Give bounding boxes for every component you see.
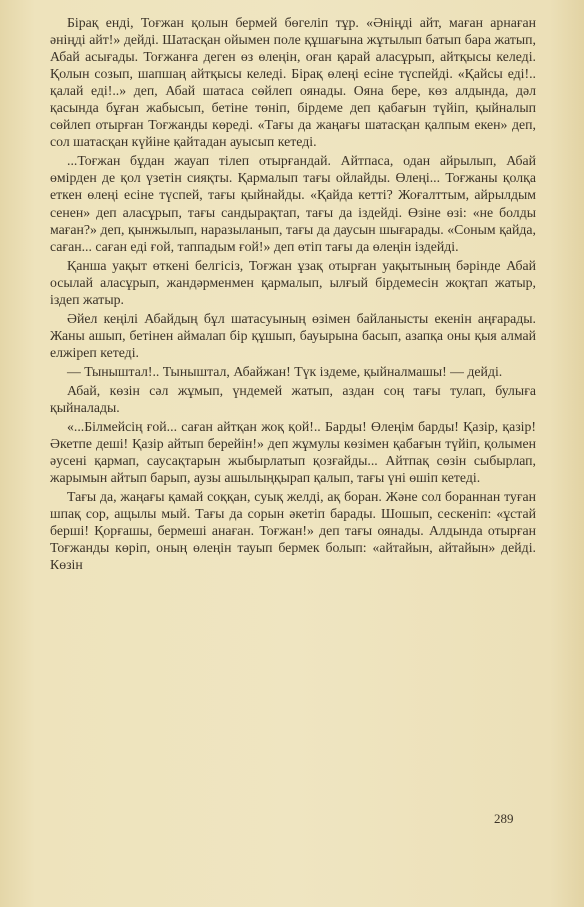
paragraph: Бірақ енді, Тоғжан қолын бермей бөгеліп тұр. «Әніңді айт, маған арнаған әніңді айт!» дейді. Шатасқан ойымен поле құшағына жұтылып батып бара жатып, Абай асығады. Тоғжанға деген өз өлеңін, оған қарай аласұрып, айтқысы келеді. Қолын созып, шапшаң айтқысы келеді. Бірақ өлеңі есіне түспейді. «Қайсы еді!.. қалай еді!..» деп, Абай шатаса сөйлеп оянады. Ояна бере, көз алдында, дәл қасында бұған жабысып, бетіне төніп, бірдеме деп қабағын түйіп, қыйналып сөйлеп отырған Тоғжанды көреді. «Тағы да жаңағы шатасқан қалпым екен» деп, сол шатасқан күйіне қайтадан ауысып кетеді. bbox=[50, 15, 536, 150]
paragraph: Қанша уақыт өткені белгісіз, Тоғжан ұзақ отырған уақытының бәрінде Абай осылай аласұрып, жандәрменмен қармалып, ылғый бірдемесін жоқтап жатыр, іздеп жатыр. bbox=[50, 257, 536, 307]
paragraph: — Тыныштал!.. Тыныштал, Абайжан! Түк іздеме, қыйналмашы! — дейді. bbox=[67, 363, 503, 379]
paragraph: «...Білмейсің ғой... саған айтқан жоқ қой!.. Барды! Өлеңім барды! Қазір, қазір! Әкетпе деші! Қазір айтып берейін!» деп жұмулы көзімен қабағын түйіп, қолымен әусені қармап, саусақтарын жыбырлатып қозғайды... Айтпақ сөзін сыбырлап, жарымын айтып барып, аузы ашылыңқырап қалып, тағы үні өшіп кетеді. bbox=[50, 419, 536, 486]
paragraph: Тағы да, жаңағы қамай соққан, суық желді, ақ боран. Және сол бораннан туған шпақ сор, ащылы мый. Тағы да сорын әкетіп барады. Шошып, сескеніп: «ұстай берші! Қорғашы, бермеші анаған. Тоғжан!» деп тағы оянады. Алдында отырған Тоғжанды көріп, оның өлеңін тауып бермек болып: «айтайын, айтайын» дейді. Көзін bbox=[50, 489, 536, 573]
paragraph: ...Тоғжан бұдан жауап тілеп отырғандай. Айтпаса, одан айрылып, Абай өмірден де қол үзетін сияқты. Қармалып тағы ойлайды. Өлеңі... Тоғжаны қолқа еткен өлеңі есіне түспей, тағы қыйнайды. «Қайда кетті? Жоғалттым, айрылдым сенен» деп аласұрып, тағы сандырақтап, тағы да іздейді. Өзіне өзі: «не болды маған?» деп, қынжылып, наразыланып, тағы да даусын шығарады. «Соным қайда, саған... саған еді ғой, таппадым ғой!» деп өтіп тағы да өлеңін іздейді. bbox=[50, 153, 536, 254]
page-number: 289 bbox=[494, 811, 514, 826]
paragraph: Абай, көзін сәл жұмып, үндемей жатып, аздан соң тағы тулап, булыға қыйналады. bbox=[50, 382, 536, 416]
body-text bbox=[50, 14, 536, 574]
paragraph: Әйел кеңілі Абайдың бұл шатасуының өзімен байланысты екенін аңғарады. Жаны ашып, бетінен аймалап бір құшып, бауырына басып, азапқа оны қыя алмай елжіреп кетеді. bbox=[50, 310, 536, 360]
